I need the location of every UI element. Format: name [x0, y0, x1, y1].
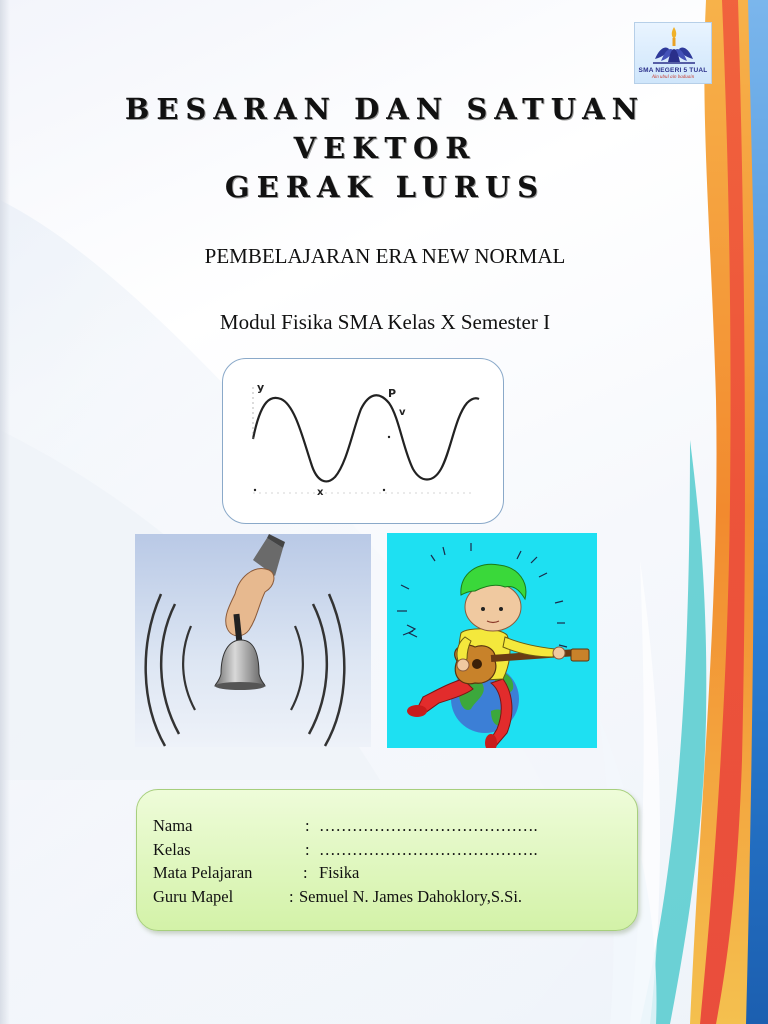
- hand-bell-icon: [135, 534, 371, 747]
- wave-x-label: x: [317, 487, 324, 498]
- wave-v-label: v: [399, 407, 406, 418]
- info-label: Kelas: [153, 840, 191, 859]
- wave-peak-label: P: [388, 387, 397, 400]
- school-motto-text: Ain ubul ain baduain: [651, 75, 695, 80]
- sine-wave-graph: [223, 359, 504, 524]
- info-separator: :: [305, 816, 310, 835]
- info-separator: :: [303, 863, 308, 882]
- info-label: Mata Pelajaran: [153, 863, 253, 882]
- title-line-1: BESARAN DAN SATUAN: [124, 92, 646, 126]
- info-value-mata-pelajaran: Fisika: [319, 863, 360, 882]
- info-label: Guru Mapel: [153, 887, 234, 906]
- title-line-2: VEKTOR: [293, 131, 477, 165]
- info-value-kelas: ………………………………….: [319, 840, 538, 859]
- info-value-nama: ………………………………….: [319, 816, 538, 835]
- student-info-box: [136, 789, 638, 931]
- school-name-text: SMA NEGERI 5 TUAL: [638, 67, 708, 74]
- subtitle-text: PEMBELAJARAN ERA NEW NORMAL: [204, 244, 566, 268]
- left-frame-shade: [0, 0, 10, 1024]
- guitar-boy-illustration: [387, 533, 597, 748]
- info-separator: :: [305, 840, 310, 859]
- module-text: Modul Fisika SMA Kelas X Semester I: [219, 310, 551, 334]
- wave-figure: [222, 358, 504, 524]
- info-label: Nama: [153, 816, 193, 835]
- bell-illustration: [135, 534, 371, 747]
- guitar-player-icon: [387, 533, 597, 748]
- school-logo: [634, 22, 712, 84]
- info-separator: :: [289, 887, 294, 906]
- info-value-guru-mapel: Semuel N. James Dahoklory,S.Si.: [299, 887, 523, 906]
- school-emblem-icon: [635, 23, 713, 67]
- title-line-3: GERAK LURUS: [224, 170, 546, 204]
- wave-y-label: y: [257, 381, 265, 394]
